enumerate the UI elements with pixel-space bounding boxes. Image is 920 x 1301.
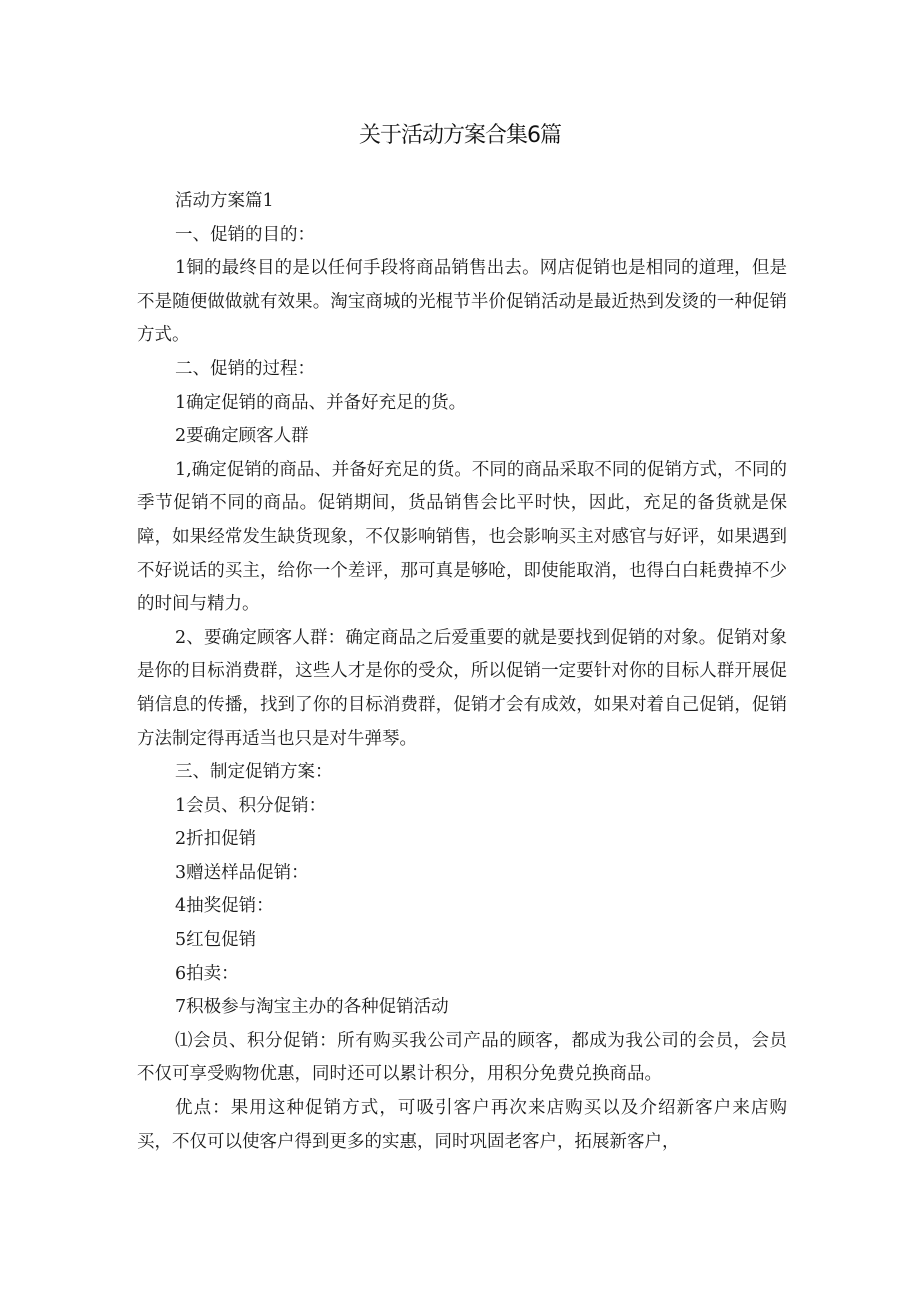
document-body <box>137 185 787 1159</box>
subheading-plan: 三、制定促销方案： <box>175 762 333 783</box>
document-title: 关于活动方案合集6篇 <box>359 123 561 148</box>
list-item: 3赠送样品促销： <box>175 862 309 883</box>
paragraph: 1,确定促销的商品、并备好充足的货。不同的商品采取不同的促销方式，不同的季节促销不同的商品。促销期间，货品销售会比平时快，因此，充足的备货就是保障，如果经常发生缺货现象，不仅影响销售，也会影响买主对感官与好评，如果遇到不好说话的买主，给你一个差评，那可真是够呛，即使能取消，也得白白耗费掉不少的时间与精力。 <box>137 459 787 615</box>
list-item: 1确定促销的商品、并备好充足的货。 <box>175 392 467 413</box>
list-item: 2折扣促销 <box>175 829 257 850</box>
list-item: 6拍卖： <box>175 963 239 984</box>
list-item: 2要确定顾客人群 <box>175 426 309 447</box>
subheading-purpose: 一、促销的目的： <box>175 224 315 245</box>
list-item: 4抽奖促销： <box>175 896 274 917</box>
paragraph: 1铜的最终目的是以任何手段将商品销售出去。网店促销也是相同的道理，但是不是随便做做就有效果。淘宝商城的光棍节半价促销活动是最近热到发烫的一种促销方式。 <box>137 258 787 346</box>
paragraph: 2、要确定顾客人群：确定商品之后爱重要的就是要找到促销的对象。促销对象是你的目标消费群，这些人才是你的受众，所以促销一定要针对你的目标人群开展促销信息的传播，找到了你的目标消费群，促销才会有成效，如果对着自己促销，促销方法制定得再适当也只是对牛弹琴。 <box>137 627 787 749</box>
paragraph: ⑴会员、积分促销：所有购买我公司产品的顾客，都成为我公司的会员，会员不仅可享受购物优惠，同时还可以累计积分，用积分免费兑换商品。 <box>137 1030 787 1085</box>
list-item: 5红包促销 <box>175 930 257 951</box>
list-item: 7积极参与淘宝主办的各种促销活动 <box>175 997 449 1018</box>
subheading-process: 二、促销的过程： <box>175 358 315 379</box>
paragraph: 优点：果用这种促销方式，可吸引客户再次来店购买以及介绍新客户来店购买，不仅可以使客户得到更多的实惠，同时巩固老客户，拓展新客户， <box>137 1098 787 1152</box>
list-item: 1会员、积分促销： <box>175 795 327 816</box>
section-heading: 活动方案篇1 <box>175 191 274 211</box>
